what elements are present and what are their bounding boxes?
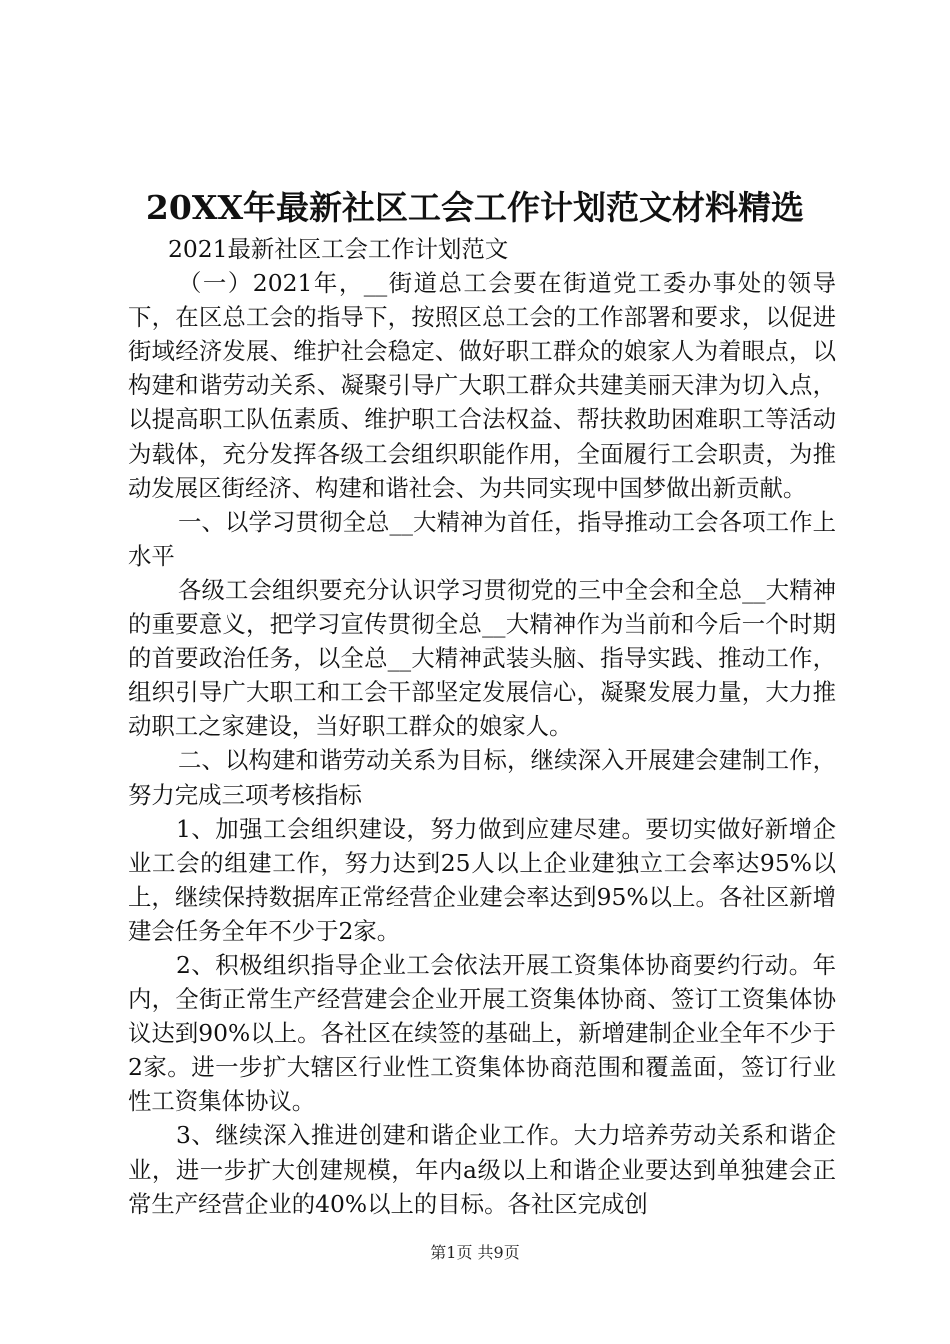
section-heading-2: 二、以构建和谐劳动关系为目标，继续深入开展建会建制工作，努力完成三项考核指标	[128, 746, 836, 809]
list-item-2: 2、积极组织指导企业工会依法开展工资集体协商要约行动。年内，全街正常生产经营建会企业开展工资集体协商、签订工资集体协议达到90%以上。各社区在续签的基础上，新增建制企业全年不少于2家。进一步扩大辖区行业性工资集体协商范围和覆盖面，签订行业性工资集体协议。	[128, 950, 836, 1116]
section-1-paragraph: 各级工会组织要充分认识学习贯彻党的三中全会和全总__大精神的重要意义，把学习宣传贯彻全总__大精神作为当前和今后一个时期的首要政治任务，以全总__大精神武装头脑、指导实践、推动工作，组织引导广大职工和工会干部坚定发展信心，凝聚发展力量，大力推动职工之家建设，当好职工群众的娘家人。	[128, 575, 836, 741]
document-subtitle: 2021最新社区工会工作计划范文	[168, 235, 509, 263]
page-number-footer: 第1页 共9页	[430, 1243, 520, 1262]
document-title: 20XX年最新社区工会工作计划范文材料精选	[145, 188, 805, 227]
list-item-1: 1、加强工会组织建设，努力做到应建尽建。要切实做好新增企业工会的组建工作，努力达到25人以上企业建独立工会率达95%以上，继续保持数据库正常经营企业建会率达到95%以上。各社区新增建会任务全年不少于2家。	[128, 814, 836, 945]
intro-paragraph: （一）2021年，__街道总工会要在街道党工委办事处的领导下，在区总工会的指导下，按照区总工会的工作部署和要求，以促进街域经济发展、维护社会稳定、做好职工群众的娘家人为着眼点，以构建和谐劳动关系、凝聚引导广大职工群众共建美丽天津为切入点，以提高职工队伍素质、维护职工合法权益、帮扶救助困难职工等活动为载体，充分发挥各级工会组织职能作用，全面履行工会职责，为推动发展区街经济、构建和谐社会、为共同实现中国梦做出新贡献。	[128, 269, 836, 502]
section-heading-1: 一、以学习贯彻全总__大精神为首任，指导推动工会各项工作上水平	[128, 507, 836, 570]
list-item-3: 3、继续深入推进创建和谐企业工作。大力培养劳动关系和谐企业，进一步扩大创建规模，年内a级以上和谐企业要达到单独建会正常生产经营企业的40%以上的目标。各社区完成创	[128, 1121, 836, 1218]
document-body	[128, 232, 836, 1221]
